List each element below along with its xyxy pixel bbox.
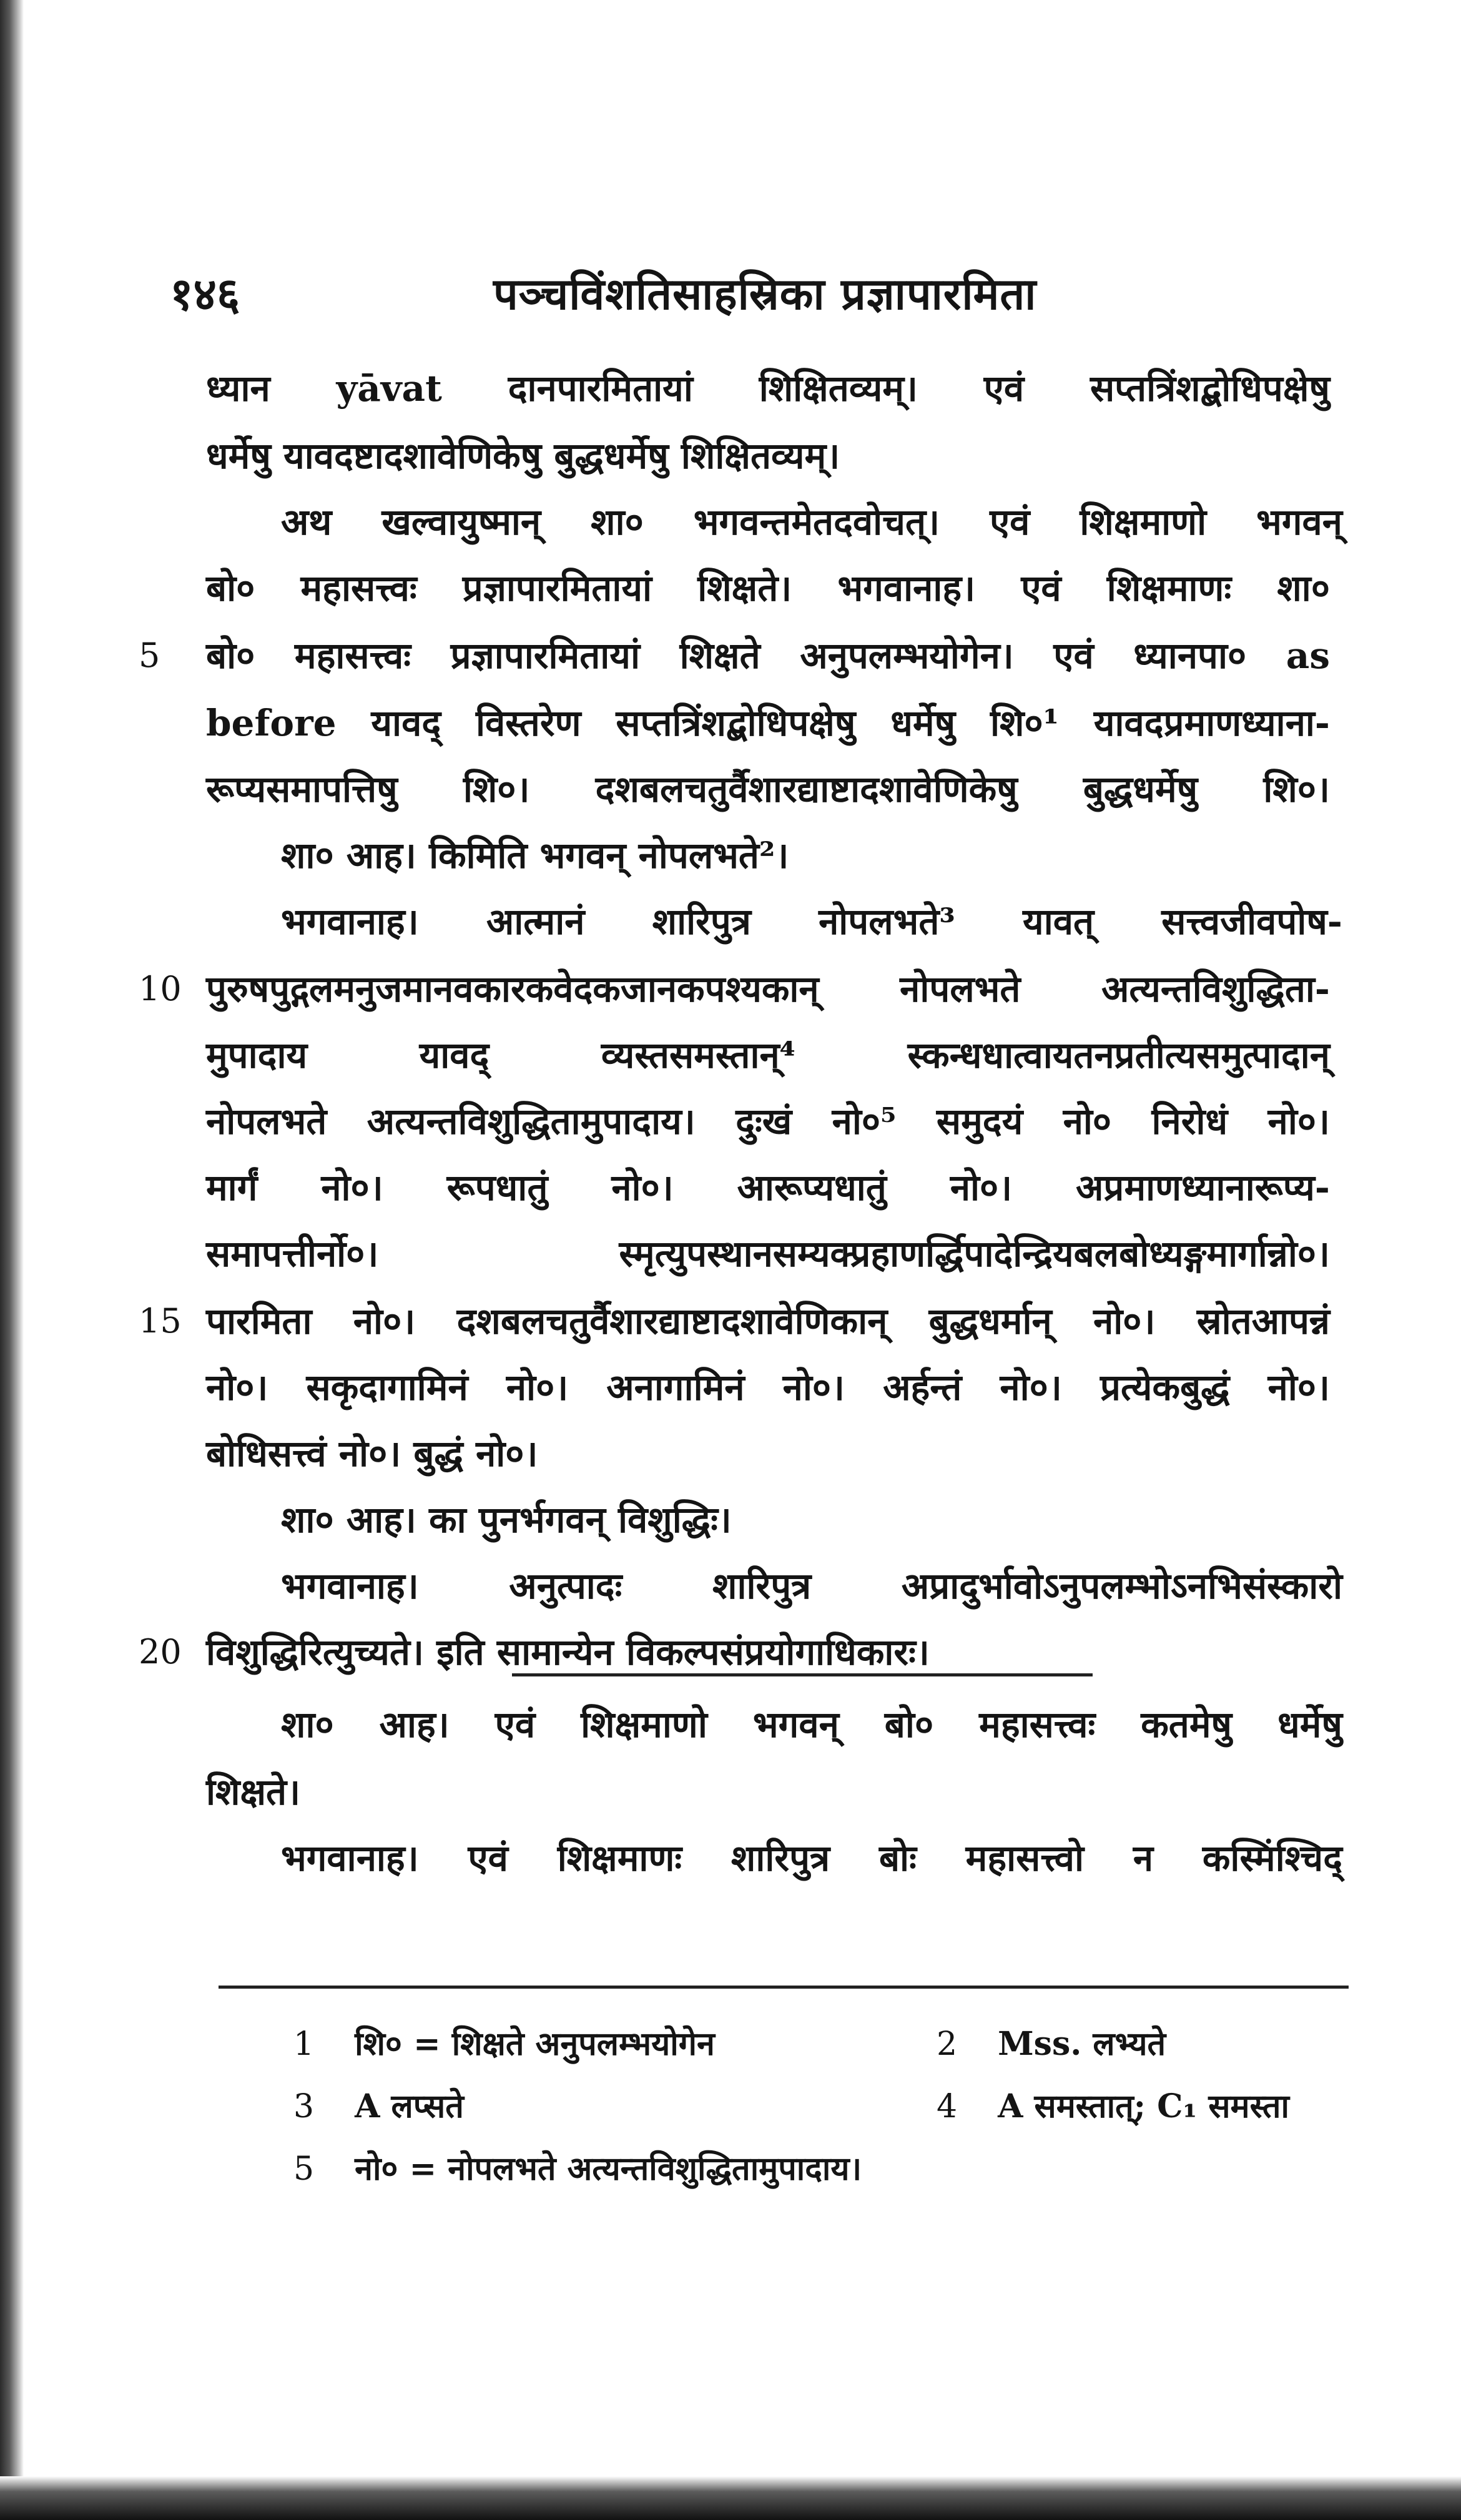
text-line: शा० आह। का पुनर्भगवन् विशुद्धिः। (281, 1499, 732, 1541)
footnote-rule (219, 1986, 1349, 1989)
running-head: पञ्चविंशतिसाहस्रिका प्रज्ञापारमिता (493, 268, 1037, 320)
text-line: धर्मेषु यावदष्टादशावेणिकेषु बुद्धधर्मेषु शिक्षितव्यम्। (206, 435, 840, 477)
text-line: पारमिता नो०। दशबलचतुर्वैशारद्याष्टादशावेणिकान् बुद्धधर्मान् नो०। स्रोतआपन्नं (206, 1300, 1330, 1342)
footnote-number: 3 (293, 2088, 315, 2125)
text-line: अथ खल्वायुष्मान् शा० भगवन्तमेतदवोचत्। एवं शिक्षमाणो भगवन् (281, 501, 1342, 543)
footnote-number: 4 (937, 2088, 958, 2125)
text-line: शा० आह। एवं शिक्षमाणो भगवन् बो० महासत्त्वः कतमेषु धर्मेषु (281, 1703, 1342, 1746)
footnote-number: 2 (937, 2025, 958, 2063)
footnote-text: A लप्सते (355, 2087, 464, 2125)
footnote-text: नो० = नोपलभते अत्यन्तविशुद्धितामुपादाय। (355, 2150, 862, 2188)
line-number: 5 (139, 636, 160, 675)
footnote (937, 2083, 1289, 2127)
footnote (937, 2020, 1166, 2065)
footnote-text: A समस्तात्; C₁ समस्ता (998, 2087, 1289, 2125)
footnote (293, 2145, 862, 2190)
text-line: शिक्षते। (206, 1771, 301, 1813)
text-line: नोपलभते अत्यन्तविशुद्धितामुपादाय। दुःखं नो०⁵ समुदयं नो० निरोधं नो०। (206, 1100, 1330, 1143)
text-line: शा० आह। किमिति भगवन् नोपलभते²। (281, 834, 789, 877)
text-line: नो०। सकृदागामिनं नो०। अनागामिनं नो०। अर्हन्तं नो०। प्रत्येकबुद्धं नो०। (206, 1366, 1330, 1409)
text-line: before यावद् विस्तरेण सप्तत्रिंशद्बोधिपक्षेषु धर्मेषु शि०¹ यावदप्रमाणध्याना- (206, 702, 1330, 744)
text-line: समापत्तीर्नो०। स्मृत्युपस्थानसम्यक्प्रहाणर्द्धिपादेन्द्रियबलबोध्यङ्गमार्गान्नो०। (206, 1233, 1330, 1275)
text-line: बो० महासत्त्वः प्रज्ञापारमितायां शिक्षते अनुपलम्भयोगेन। एवं ध्यानपा० as (206, 634, 1330, 677)
footnote-number: 5 (293, 2150, 315, 2188)
text-line: भगवानाह। एवं शिक्षमाणः शारिपुत्र बोः महासत्त्वो न कस्मिंश्चिद् (281, 1837, 1342, 1879)
scan-bottom-edge (0, 2476, 1461, 2520)
line-number: 15 (139, 1301, 182, 1341)
section-end-underline (512, 1673, 1093, 1676)
text-line: भगवानाह। आत्मानं शारिपुत्र नोपलभते³ यावत् सत्त्वजीवपोष- (281, 900, 1342, 943)
footnote (293, 2020, 715, 2065)
text-line: विशुद्धिरित्युच्यते। इति सामान्येन विकल्पसंप्रयोगाधिकारः। (206, 1631, 930, 1673)
text-line: बोधिसत्त्वं नो०। बुद्धं नो०। (206, 1432, 538, 1475)
line-number: 10 (139, 969, 182, 1008)
text-line: रूप्यसमापत्तिषु शि०। दशबलचतुर्वैशारद्याष्टादशावेणिकेषु बुद्धधर्मेषु शि०। (206, 768, 1330, 810)
text-line: बो० महासत्त्वः प्रज्ञापारमितायां शिक्षते। भगवानाह। एवं शिक्षमाणः शा० (206, 567, 1330, 609)
text-line: भगवानाह। अनुत्पादः शारिपुत्र अप्रादुर्भावोऽनुपलम्भोऽनभिसंस्कारो (281, 1565, 1342, 1607)
text-line: मार्गं नो०। रूपधातुं नो०। आरूप्यधातुं नो०। अप्रमाणध्यानारूप्य- (206, 1166, 1330, 1209)
text-line: मुपादाय यावद् व्यस्तसमस्तान्⁴ स्कन्धधात्वायतनप्रतीत्यसमुत्पादान् (206, 1034, 1330, 1076)
footnote (293, 2083, 464, 2127)
line-number: 20 (139, 1632, 182, 1671)
footnote-number: 1 (293, 2025, 315, 2063)
text-line: ध्यान yāvat दानपारमितायां शिक्षितव्यम्। एवं सप्तत्रिंशद्बोधिपक्षेषु (206, 367, 1330, 410)
footnote-text: शि० = शिक्षते अनुपलम्भयोगेन (355, 2025, 715, 2063)
text-line: पुरुषपुद्गलमनुजमानवकारकवेदकजानकपश्यकान् नोपलभते अत्यन्तविशुद्धिता- (206, 968, 1330, 1010)
page-number: १४६ (170, 267, 240, 320)
footnote-text: Mss. लभ्यते (998, 2025, 1166, 2063)
scan-left-edge (0, 0, 24, 2520)
